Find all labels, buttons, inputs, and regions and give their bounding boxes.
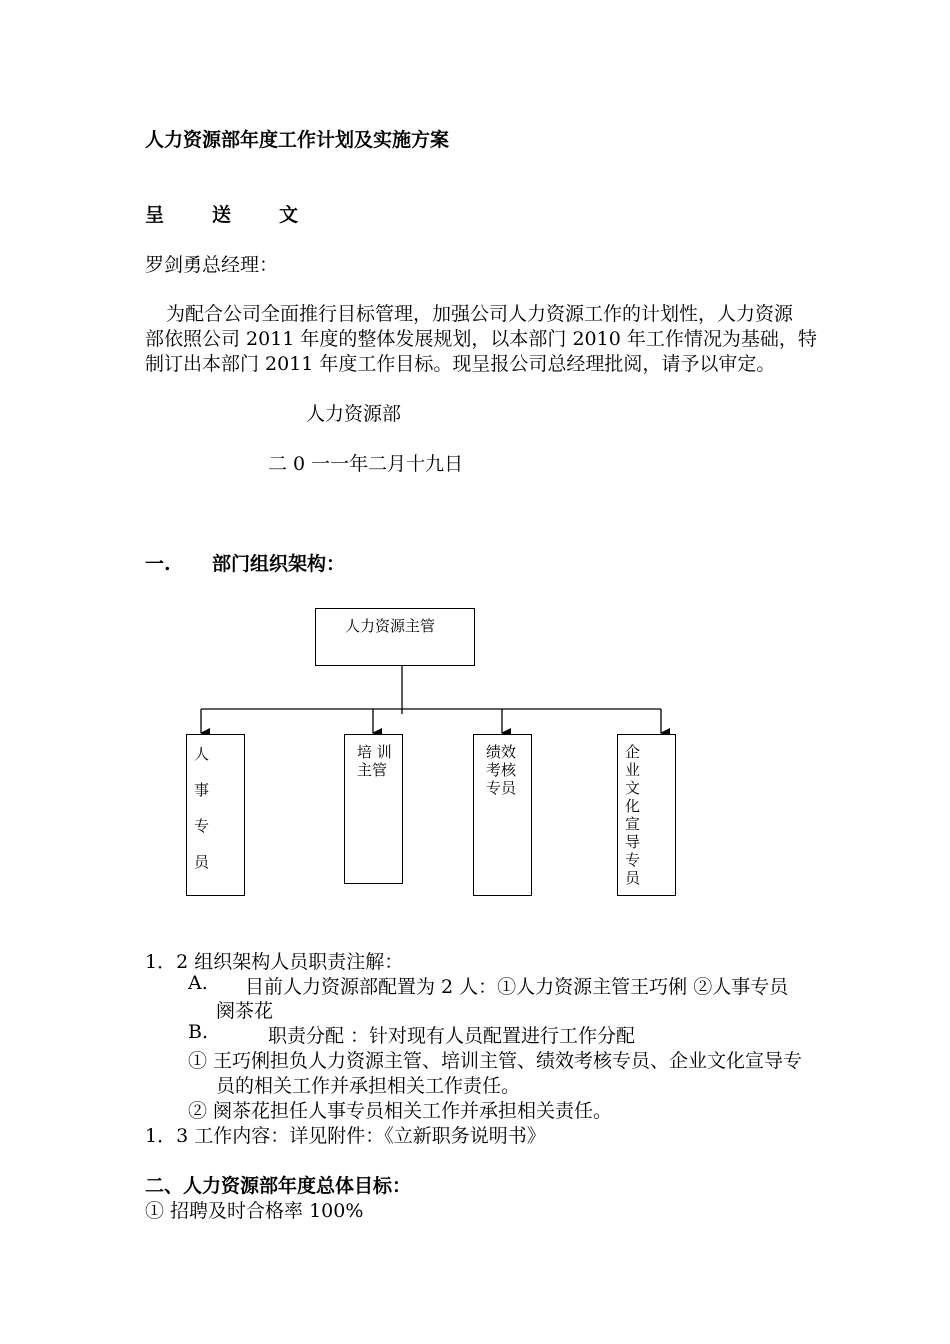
section1-2-item1-line1: ① 王巧俐担负人力资源主管、培训主管、绩效考核专员、企业文化宣导专: [188, 1050, 803, 1072]
section1-2-heading: 1．2 组织架构人员职责注解：: [145, 951, 404, 973]
page-title: 人力资源部年度工作计划及实施方案: [145, 129, 450, 151]
section2-item1: ① 招聘及时合格率 100%: [145, 1200, 364, 1222]
body-line-2: 部依照公司 2011 年度的整体发展规划，以本部门 2010 年工作情况为基础，特: [145, 328, 817, 350]
org-child-box-1: [186, 734, 245, 896]
org-child-box-2: [344, 734, 403, 884]
submission-heading-char-1: 呈: [145, 204, 165, 226]
org-root-label: 人力资源主管: [345, 617, 436, 635]
section1-2-a-line1: 目前人力资源部配置为 2 人：①人力资源主管王巧俐 ②人事专员: [245, 976, 789, 998]
body-line-3: 制订出本部门 2011 年度工作目标。现呈报公司总经理批阅，请予以审定。: [145, 353, 776, 375]
org-child-box-3: [473, 734, 532, 896]
section1-2-item2: ② 阕茶花担任人事专员相关工作并承担相关责任。: [188, 1100, 613, 1122]
section1-title: 部门组织架构：: [212, 553, 346, 575]
section1-2-item1-line2: 员的相关工作并承担相关工作责任。: [216, 1075, 521, 1097]
org-child-label-1: 人 事 专 员: [194, 745, 210, 871]
submission-heading-char-2: 送: [212, 204, 232, 226]
signature: 人力资源部: [306, 403, 402, 425]
org-root-box: [315, 608, 475, 666]
org-child-box-4: [617, 734, 676, 896]
section1-2-b-label: B.: [188, 1021, 209, 1043]
body-line-1: 为配合公司全面推行目标管理，加强公司人力资源工作的计划性，人力资源: [166, 303, 794, 325]
org-child-label-3: 绩效 考核 专员: [486, 743, 517, 797]
section1-2-a-label: A.: [188, 972, 208, 994]
section1-3: 1．3 工作内容：详见附件：《立新职务说明书》: [145, 1125, 546, 1147]
salutation: 罗剑勇总经理：: [145, 254, 279, 276]
org-child-label-2: 培 训 主管: [357, 743, 392, 779]
date: 二 0 一一年二月十九日: [268, 453, 464, 475]
section1-2-a-line2: 阕茶花: [216, 1000, 274, 1022]
section1-2-b-text: 职责分配 ：针对现有人员配置进行工作分配: [268, 1025, 636, 1047]
submission-heading-char-3: 文: [279, 204, 299, 226]
section1-number: 一.: [145, 553, 171, 575]
org-child-label-4: 企 业 文 化 宣 导 专 员: [625, 743, 641, 887]
section2-title: 二、人力资源部年度总体目标：: [145, 1175, 412, 1197]
